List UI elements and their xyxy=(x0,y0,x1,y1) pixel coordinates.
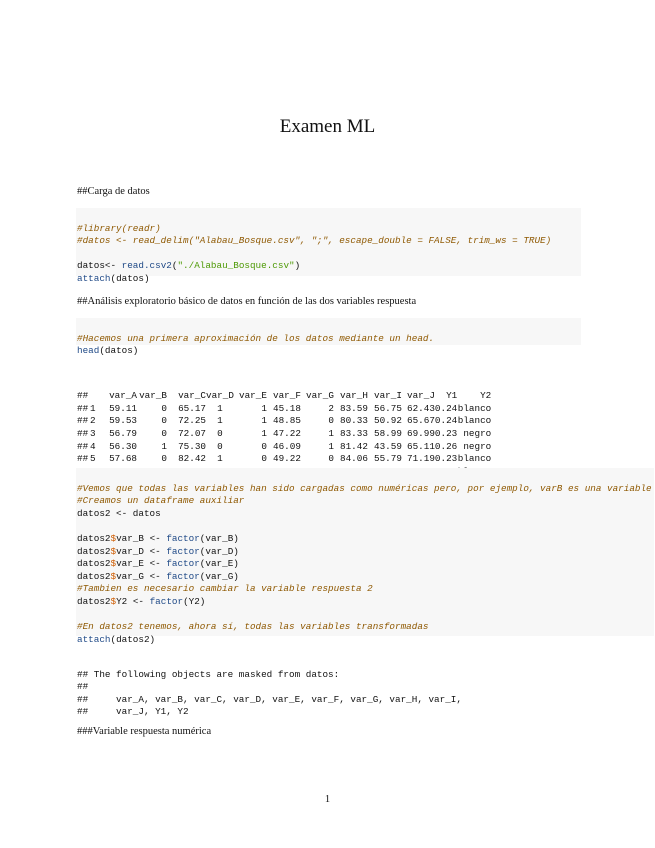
code-text: (var_D) xyxy=(199,545,239,557)
table-cell: 72.07 xyxy=(178,427,206,439)
table-cell: 0 xyxy=(217,440,223,452)
code-line xyxy=(77,571,654,584)
code-text: ( xyxy=(171,260,178,272)
table-cell: 84.06 xyxy=(340,453,368,465)
code-function: attach xyxy=(77,633,111,645)
code-comment: #Vemos que todas las variables han sido cargadas como numéricas pero, por ejemplo, varB es una variable xyxy=(77,482,652,494)
code-blank-line xyxy=(77,609,654,622)
page-number: 1 xyxy=(324,794,331,805)
table-cell: 0 xyxy=(161,415,167,427)
section-heading-carga: ##Carga de datos xyxy=(77,186,150,197)
code-operator: $ xyxy=(110,570,117,582)
code-operator: $ xyxy=(110,595,117,607)
head-output-table xyxy=(77,390,491,478)
table-header-cell: var_F xyxy=(273,390,301,402)
table-cell: 0 xyxy=(328,415,334,427)
table-cell: 55.79 xyxy=(374,453,402,465)
table-cell: 1 xyxy=(217,415,223,427)
code-text: <- xyxy=(143,570,167,582)
table-cell: blanco xyxy=(457,453,492,465)
table-header-cell xyxy=(90,390,104,403)
table-row xyxy=(77,428,491,441)
table-cell: 3 xyxy=(90,427,96,439)
code-text: (datos) xyxy=(99,345,139,357)
table-cell: 82.42 xyxy=(178,453,206,465)
code-text: datos2 xyxy=(77,570,111,582)
code-text: var_E xyxy=(116,558,144,570)
code-text: (datos2) xyxy=(110,633,156,645)
output-prefix: ## xyxy=(77,402,89,414)
table-cell: 2 xyxy=(328,402,334,414)
table-header-cell: var_I xyxy=(374,390,402,402)
table-cell: 0 xyxy=(161,453,167,465)
table-cell: 83.59 xyxy=(340,402,368,414)
table-cell: 0.23 xyxy=(434,427,458,439)
output-line: ## var_J, Y1, Y2 xyxy=(77,706,189,718)
table-cell: 4 xyxy=(90,440,96,452)
table-row xyxy=(77,415,491,428)
table-cell: 65.11 xyxy=(407,440,435,452)
code-line xyxy=(77,558,654,571)
table-header-cell: var_D xyxy=(206,390,234,402)
code-blank-line xyxy=(77,520,654,533)
section-heading-variable: ###Variable respuesta numérica xyxy=(77,726,212,737)
output-prefix: ## xyxy=(77,415,89,427)
table-header-cell: Y1 xyxy=(446,390,458,402)
code-text: <- xyxy=(127,595,150,607)
code-string: "./Alabau_Bosque.csv" xyxy=(177,260,295,272)
code-function: factor xyxy=(149,595,184,607)
code-text: ) xyxy=(294,260,301,272)
table-cell: 0 xyxy=(161,402,167,414)
table-cell: 56.75 xyxy=(374,402,402,414)
table-cell: 1 xyxy=(90,402,96,414)
table-cell: 65.17 xyxy=(178,402,206,414)
output-prefix: ## xyxy=(77,427,89,439)
table-cell: 50.92 xyxy=(374,415,402,427)
table-cell: 43.59 xyxy=(374,440,402,452)
table-cell: 83.33 xyxy=(340,427,368,439)
table-cell: 1 xyxy=(217,453,223,465)
table-header-cell: var_C xyxy=(178,390,206,402)
code-text: var_G xyxy=(116,570,144,582)
table-cell: 0.24 xyxy=(434,415,458,427)
table-cell: 56.30 xyxy=(109,440,137,452)
output-line: ## xyxy=(77,681,89,693)
code-comment: #Tambien es necesario cambiar la variable respuesta 2 xyxy=(77,583,373,595)
table-cell: 69.99 xyxy=(407,427,435,439)
table-header-cell: var_G xyxy=(306,390,334,402)
code-text: datos2 xyxy=(77,595,111,607)
output-prefix: ## xyxy=(77,440,89,452)
code-line xyxy=(77,260,581,273)
table-cell: 0.23 xyxy=(434,453,458,465)
factor-lines xyxy=(77,533,654,583)
table-row xyxy=(77,403,491,416)
table-cell: 57.68 xyxy=(109,453,137,465)
table-header-row xyxy=(77,390,491,403)
code-text: (datos) xyxy=(110,272,150,284)
code-text: var_D xyxy=(116,545,144,557)
code-text: (var_E) xyxy=(199,558,239,570)
code-line xyxy=(77,533,654,546)
code-blank-line xyxy=(77,248,581,261)
table-cell: 1 xyxy=(217,402,223,414)
code-text: (var_G) xyxy=(199,570,239,582)
table-header-cell: var_A xyxy=(109,390,137,402)
code-line: datos2 <- datos xyxy=(77,507,161,519)
table-cell: 0 xyxy=(161,427,167,439)
table-cell: negro xyxy=(463,427,492,439)
code-text: datos2 xyxy=(77,532,111,544)
table-cell: 1 xyxy=(261,415,267,427)
code-function: factor xyxy=(166,558,200,570)
table-cell: 45.18 xyxy=(273,402,301,414)
table-cell: blanco xyxy=(457,415,492,427)
table-header-cell: var_J xyxy=(407,390,435,402)
code-function: factor xyxy=(166,545,200,557)
table-cell: 59.53 xyxy=(109,415,137,427)
code-text: Y2 xyxy=(116,595,128,607)
table-cell: 71.19 xyxy=(407,453,435,465)
code-comment: #library(readr) xyxy=(77,222,161,234)
code-line xyxy=(77,596,654,609)
table-cell: 0 xyxy=(217,427,223,439)
code-text: datos2 xyxy=(77,558,111,570)
code-text: <- xyxy=(143,532,167,544)
code-operator: $ xyxy=(110,545,117,557)
table-cell: 5 xyxy=(90,453,96,465)
table-cell: 56.79 xyxy=(109,427,137,439)
table-cell: blanco xyxy=(457,402,492,414)
table-header-cell: Y2 xyxy=(480,390,492,402)
output-prefix: ## xyxy=(77,390,89,402)
code-comment: #Creamos un dataframe auxiliar xyxy=(77,495,245,507)
table-header-cell: var_H xyxy=(340,390,368,402)
code-function: factor xyxy=(166,570,200,582)
code-block-load xyxy=(76,208,581,284)
table-cell: negro xyxy=(463,440,492,452)
table-row xyxy=(77,441,491,454)
section-heading-analisis: ##Análisis exploratorio básico de datos en función de las dos variables respuesta xyxy=(77,296,417,307)
code-operator: $ xyxy=(110,558,117,570)
code-function: head xyxy=(77,345,100,357)
table-cell: 1 xyxy=(261,427,267,439)
table-cell: 0 xyxy=(261,440,267,452)
table-cell: 1 xyxy=(328,440,334,452)
table-cell: 2 xyxy=(90,415,96,427)
table-cell: 0 xyxy=(261,453,267,465)
code-line xyxy=(77,634,654,647)
table-cell: 75.30 xyxy=(178,440,206,452)
output-line: ## The following objects are masked from datos: xyxy=(77,668,340,680)
code-operator: $ xyxy=(110,532,117,544)
code-text: <- xyxy=(143,545,167,557)
table-cell: 80.33 xyxy=(340,415,368,427)
code-comment: #En datos2 tenemos, ahora sí, todas las variables transformadas xyxy=(77,621,429,633)
code-function: factor xyxy=(166,532,200,544)
code-comment: #Hacemos una primera aproximación de los datos mediante un head. xyxy=(77,332,435,344)
table-header-cell: var_B xyxy=(139,390,167,402)
output-prefix: ## xyxy=(77,453,89,465)
document-title: Examen ML xyxy=(279,116,376,137)
table-cell: 0.24 xyxy=(434,402,458,414)
table-cell: 48.85 xyxy=(273,415,301,427)
table-cell: 0.26 xyxy=(434,440,458,452)
table-cell: 46.09 xyxy=(273,440,301,452)
table-cell: 65.67 xyxy=(407,415,435,427)
code-comment: #datos <- read_delim("Alabau_Bosque.csv", ";", escape_double = FALSE, trim_ws = TRUE) xyxy=(77,235,552,247)
table-header-cell: var_E xyxy=(239,390,267,402)
code-text: var_B xyxy=(116,532,144,544)
code-line xyxy=(77,273,581,286)
table-cell: 0 xyxy=(328,453,334,465)
table-cell: 1 xyxy=(261,402,267,414)
code-text: <- xyxy=(143,558,167,570)
table-cell: 59.11 xyxy=(109,402,137,414)
code-text: (var_B) xyxy=(199,532,239,544)
table-cell: 49.22 xyxy=(273,453,301,465)
table-row xyxy=(77,453,491,466)
table-cell: 58.99 xyxy=(374,427,402,439)
code-text: datos2 xyxy=(77,545,111,557)
code-block-factors xyxy=(76,468,654,645)
table-cell: 81.42 xyxy=(340,440,368,452)
table-cell: 47.22 xyxy=(273,427,301,439)
code-text: datos<- xyxy=(77,260,122,272)
table-cell: 62.43 xyxy=(407,402,435,414)
table-cell: 1 xyxy=(328,427,334,439)
code-line xyxy=(77,546,654,559)
code-function: read.csv2 xyxy=(121,260,172,272)
code-text: (Y2) xyxy=(183,595,206,607)
code-function: attach xyxy=(77,272,111,284)
code-line xyxy=(77,345,581,358)
code-block-head xyxy=(76,318,581,357)
output-line: ## var_A, var_B, var_C, var_D, var_E, var_F, var_G, var_H, var_I, xyxy=(77,693,462,705)
table-cell: 1 xyxy=(161,440,167,452)
table-cell: 72.25 xyxy=(178,415,206,427)
